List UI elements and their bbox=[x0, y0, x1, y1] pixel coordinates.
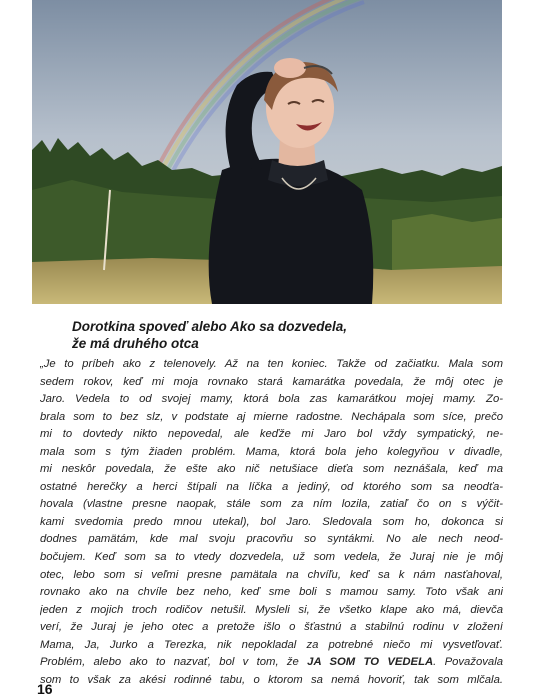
text-line: Jaro. Vedela to od svojej mamy, ktorá bola zas kamarátkou mojej mamy. Zo- bbox=[40, 393, 503, 406]
heading-line-2: že má druhého otca bbox=[72, 336, 199, 351]
text-line: mi to dovtedy nikto nepovedal, ale keďže mi Jaro bol vždy sympatický, ne- bbox=[40, 428, 503, 441]
text-line: jeden z mojich troch rodičov netušil. Mysleli si, že všetko klape ako má, dievča bbox=[40, 603, 503, 616]
text-line: otec, lebo som si veľmi presne pamätala na chvíľu, keď sa k nám nasťahoval, bbox=[40, 568, 503, 581]
photo-girl-rainbow bbox=[32, 0, 502, 304]
page-number: 16 bbox=[37, 681, 53, 697]
text-line: mi neskôr povedala, že ešte ako nič netušiace dieťa som neznášala, keď ma bbox=[40, 463, 503, 476]
text-line: verí, že Juraj je jeho otec a pretože išlo o šťastnú a stabilnú rodinu v zložení bbox=[40, 621, 503, 634]
text-line: sedem rokov, keď mi moja rovnako stará kamarátka povedala, že môj otec je bbox=[40, 375, 503, 388]
text-line: Mama, Ja, Jurko a Terezka, nik nepokladal za potrebné niečo mi vysvetľovať. bbox=[40, 638, 503, 651]
text-line: „Je to príbeh ako z telenovely. Až na ten koniec. Takže od začiatku. Mala som bbox=[40, 358, 503, 370]
chapter-heading bbox=[72, 318, 492, 352]
text-line: hovala (vlastne presne naopak, stále som za ním lozila, zatiaľ čo on s výčit- bbox=[40, 498, 503, 511]
text-line: ostatné herečky a herci štípali na líčka a jediný, od ktorého som sa neodťa- bbox=[40, 480, 503, 493]
text-line: dodnes pamätám, kde mal svoju pracovňu so syntákmi. No ale nech neod- bbox=[40, 533, 503, 546]
text-line: rovnako ako na chvíle bez neho, keď sme boli s mamou samy. Toto však ani bbox=[40, 586, 503, 599]
text-line: bočujem. Keď som sa to vtedy dozvedela, už som vedela, že Juraj nie je môj bbox=[40, 551, 503, 564]
heading-line-1: Dorotkina spoveď alebo Ako sa dozvedela, bbox=[72, 319, 348, 334]
text-line: mala som s tým žiaden problém. Mama, ktorá bola jeho kolegyňou v divadle, bbox=[40, 445, 503, 458]
emphasis-text: JA SOM TO VEDELA bbox=[307, 656, 434, 669]
text-line: som to však za akési rodinné tabu, o ktorom sa nemá hovoriť, tak som mlčala. bbox=[40, 673, 503, 686]
text-line: brala som to bez slz, v podstate aj mierne radostne. Nechápala som síce, prečo bbox=[40, 410, 503, 423]
text-line: kami svedomia predo mnou utekal), bol Jaro. Sledovala som ho, dokonca si bbox=[40, 515, 503, 528]
body-text bbox=[40, 356, 503, 689]
text-line-emphasis: Problém, alebo ako to nazvať, bol v tom, že JA SOM TO VEDELA. Považovala bbox=[40, 656, 503, 669]
